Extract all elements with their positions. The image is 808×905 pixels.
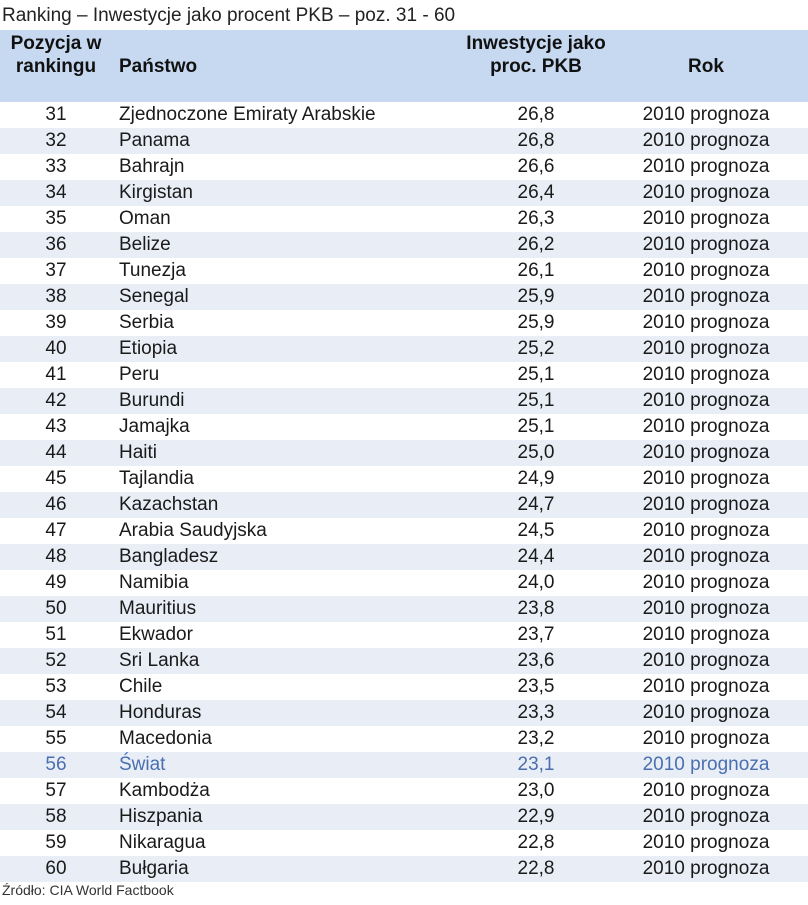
row-position: 47 [45,520,67,541]
row-year: 2010 prognoza [642,520,770,541]
row-value: 23,5 [517,676,555,697]
row-position: 40 [45,338,67,359]
row-value: 23,6 [517,650,555,671]
row-position: 56 [45,754,67,775]
table-body [0,102,808,882]
table-title: Ranking – Inwestycje jako procent PKB – poz. 31 - 60 [2,5,456,26]
row-year: 2010 prognoza [642,156,770,177]
row-year: 2010 prognoza [642,858,770,879]
row-position: 39 [45,312,67,333]
row-position: 32 [45,130,67,151]
row-country: Chile [119,676,163,697]
row-year: 2010 prognoza [642,780,770,801]
row-year: 2010 prognoza [642,260,770,281]
table-row [0,778,808,804]
row-value: 26,8 [517,130,555,151]
row-value: 26,6 [517,156,555,177]
table-header [0,30,808,102]
row-position: 49 [45,572,67,593]
row-value: 26,8 [517,104,555,125]
table-row [0,518,808,544]
row-year: 2010 prognoza [642,650,770,671]
row-year: 2010 prognoza [642,546,770,567]
row-country: Bułgaria [119,858,189,879]
row-position: 41 [45,364,67,385]
row-country: Świat [119,754,166,775]
row-position: 35 [45,208,67,229]
row-position: 58 [45,806,67,827]
row-year: 2010 prognoza [642,598,770,619]
row-year: 2010 prognoza [642,286,770,307]
row-country: Honduras [119,702,202,723]
row-year: 2010 prognoza [642,312,770,333]
row-country: Kirgistan [119,182,193,203]
row-year: 2010 prognoza [642,494,770,515]
row-value: 25,0 [517,442,555,463]
table-row [0,674,808,700]
row-country: Jamajka [119,416,190,437]
header-country: Państwo [119,56,198,77]
row-year: 2010 prognoza [642,572,770,593]
table-row [0,752,808,778]
row-value: 26,1 [517,260,555,281]
row-value: 25,1 [517,364,555,385]
table-row [0,596,808,622]
table-row [0,362,808,388]
row-position: 48 [45,546,67,567]
row-value: 24,4 [517,546,555,567]
row-position: 42 [45,390,67,411]
table-row [0,544,808,570]
source-note: Źródło: CIA World Factbook [2,882,174,898]
table-row [0,414,808,440]
table-row [0,388,808,414]
row-value: 22,9 [517,806,555,827]
row-country: Ekwador [119,624,193,645]
table-row [0,310,808,336]
table-row [0,336,808,362]
row-position: 50 [45,598,67,619]
row-position: 52 [45,650,67,671]
row-year: 2010 prognoza [642,234,770,255]
row-position: 45 [45,468,67,489]
row-year: 2010 prognoza [642,338,770,359]
row-position: 43 [45,416,67,437]
row-country: Etiopia [119,338,178,359]
row-country: Arabia Saudyjska [119,520,267,541]
row-position: 34 [45,182,67,203]
row-value: 24,7 [517,494,555,515]
row-year: 2010 prognoza [642,130,770,151]
row-year: 2010 prognoza [642,416,770,437]
table-row [0,726,808,752]
row-year: 2010 prognoza [642,468,770,489]
row-country: Senegal [119,286,189,307]
row-country: Zjednoczone Emiraty Arabskie [119,104,376,125]
table-row [0,102,808,128]
row-country: Mauritius [119,598,197,619]
table-row [0,206,808,232]
table-row [0,180,808,206]
row-country: Belize [119,234,171,255]
row-country: Kazachstan [119,494,219,515]
row-year: 2010 prognoza [642,754,770,775]
row-value: 23,2 [517,728,555,749]
row-country: Bangladesz [119,546,219,567]
table-row [0,258,808,284]
row-position: 59 [45,832,67,853]
row-value: 26,4 [517,182,555,203]
row-country: Sri Lanka [119,650,200,671]
row-value: 24,5 [517,520,555,541]
row-position: 46 [45,494,67,515]
row-country: Oman [119,208,171,229]
row-country: Haiti [119,442,158,463]
row-value: 25,9 [517,312,555,333]
row-country: Hiszpania [119,806,203,827]
table-row [0,154,808,180]
row-value: 24,9 [517,468,555,489]
row-year: 2010 prognoza [642,104,770,125]
header-position: Pozycja w rankingu [10,33,102,77]
row-position: 33 [45,156,67,177]
row-position: 53 [45,676,67,697]
row-country: Bahrajn [119,156,185,177]
table-row [0,284,808,310]
table-row [0,856,808,882]
row-country: Burundi [119,390,185,411]
row-position: 36 [45,234,67,255]
row-value: 22,8 [517,858,555,879]
table-row [0,440,808,466]
table-row [0,466,808,492]
row-year: 2010 prognoza [642,182,770,203]
row-country: Serbia [119,312,174,333]
table-row [0,570,808,596]
row-country: Kambodża [119,780,210,801]
row-country: Macedonia [119,728,212,749]
table-row [0,648,808,674]
row-value: 22,8 [517,832,555,853]
row-value: 23,8 [517,598,555,619]
table-row [0,830,808,856]
row-value: 25,9 [517,286,555,307]
row-country: Nikaragua [119,832,206,853]
row-position: 60 [45,858,67,879]
row-position: 57 [45,780,67,801]
row-position: 44 [45,442,67,463]
row-value: 23,0 [517,780,555,801]
table-row [0,232,808,258]
row-value: 25,2 [517,338,555,359]
row-value: 25,1 [517,416,555,437]
row-year: 2010 prognoza [642,390,770,411]
row-country: Namibia [119,572,189,593]
row-value: 23,3 [517,702,555,723]
row-country: Tajlandia [119,468,194,489]
table-row [0,622,808,648]
row-year: 2010 prognoza [642,208,770,229]
table-row [0,804,808,830]
row-value: 26,2 [517,234,555,255]
table-row [0,492,808,518]
row-value: 23,1 [517,754,555,775]
row-year: 2010 prognoza [642,364,770,385]
row-position: 51 [45,624,67,645]
row-value: 26,3 [517,208,555,229]
row-value: 23,7 [517,624,555,645]
row-value: 25,1 [517,390,555,411]
row-year: 2010 prognoza [642,624,770,645]
row-year: 2010 prognoza [642,702,770,723]
row-position: 54 [45,702,67,723]
row-country: Tunezja [119,260,186,281]
header-year: Rok [688,56,724,77]
row-year: 2010 prognoza [642,832,770,853]
row-year: 2010 prognoza [642,806,770,827]
header-investment: Inwestycje jako proc. PKB [466,33,606,77]
row-position: 37 [45,260,67,281]
row-country: Panama [119,130,190,151]
row-position: 55 [45,728,67,749]
row-year: 2010 prognoza [642,442,770,463]
row-year: 2010 prognoza [642,676,770,697]
row-value: 24,0 [517,572,555,593]
row-position: 38 [45,286,67,307]
row-country: Peru [119,364,160,385]
table-row [0,128,808,154]
row-year: 2010 prognoza [642,728,770,749]
row-position: 31 [45,104,67,125]
table-row [0,700,808,726]
